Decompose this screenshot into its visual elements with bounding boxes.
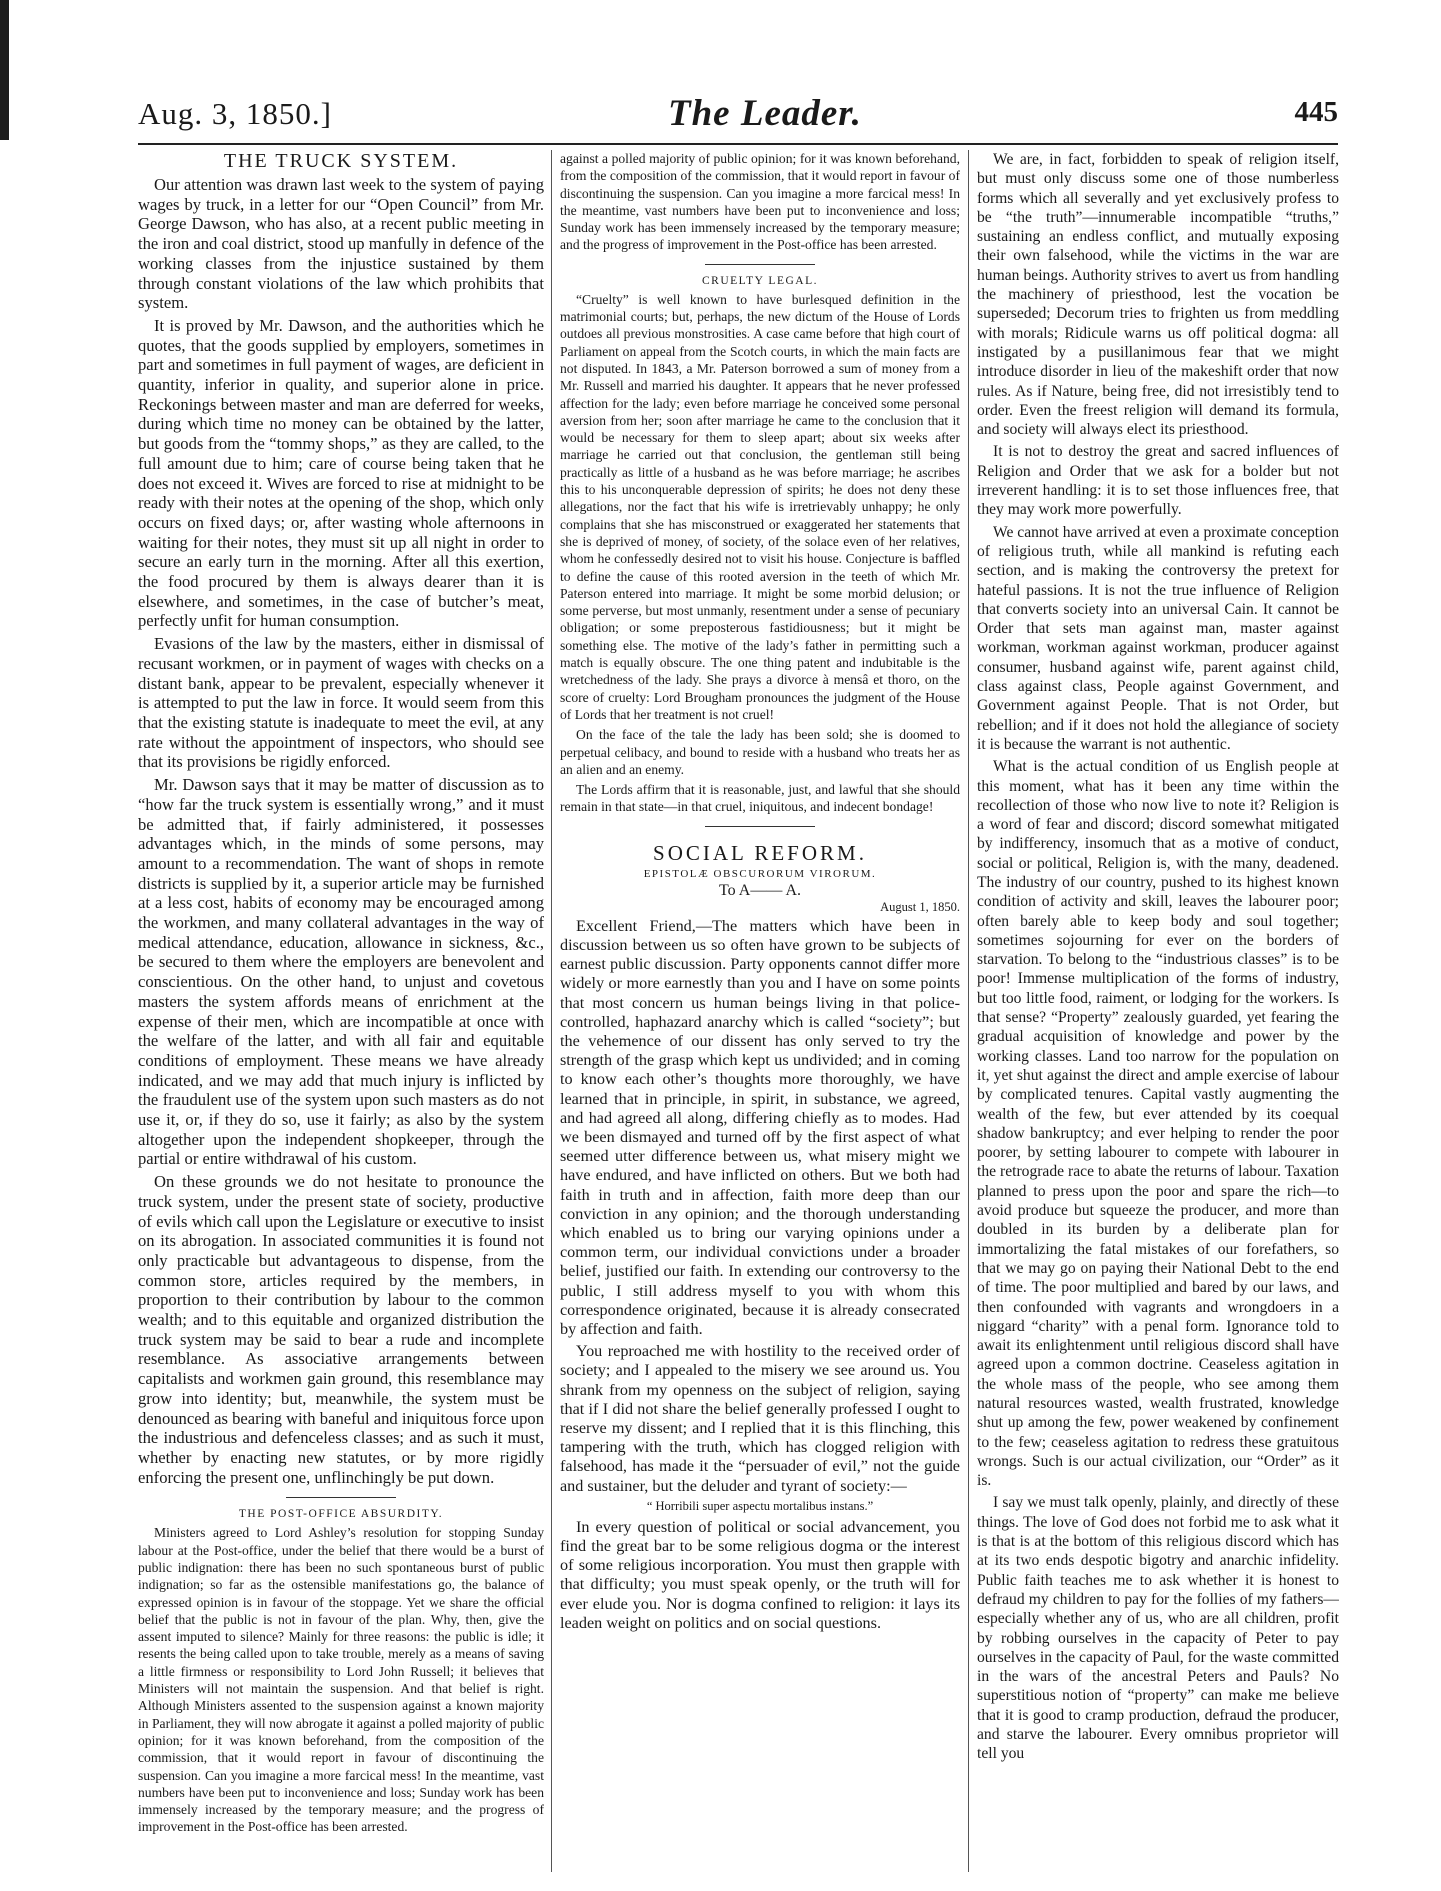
social-reform-body bbox=[560, 917, 960, 1496]
issue-date: Aug. 3, 1850.] bbox=[138, 96, 332, 131]
column-3 bbox=[977, 150, 1339, 1872]
column-divider bbox=[551, 150, 552, 1872]
newspaper-title: The Leader. bbox=[668, 93, 862, 134]
post-office-continued bbox=[560, 150, 960, 254]
paragraph: We are, in fact, forbidden to speak of religion itself, but must only discuss some one of those numberless forms which all severally and yet exclusively profess to be “the truth”—innumerable incompatible “truths,” sustaining an endless conflict, and mutually exposing their own falsehood, while the victims in the war are human beings. Authority strives to avert us from handling the machinery of priesthood, lest the vocation be superseded; Decorum tries to frighten us from meddling with morals; Ridicule warns us off political dogma: all instigated by a pusillanimous fear that we might introduce disorder in lieu of the makeshift order that now rules. As if Nature, being free, did not irresistibly tend to order. Even the freest religion will demand its formula, and society will always elect its priesthood. bbox=[977, 151, 1339, 439]
letter-date: August 1, 1850. bbox=[880, 899, 960, 914]
paragraph: against a polled majority of public opinion; for it was known beforehand, from the composition of the commission, that it would report in favour of discontinuing the suspension. Can you imagine a more farcical mess! In the meantime, vast numbers have been put to inconvenience and loss; Sunday work has been immensely increased by the temporary measure; and the progress of improvement in the Post-office has been arrested. bbox=[560, 151, 960, 253]
section-rule bbox=[286, 1497, 396, 1498]
paragraph: “Cruelty” is well known to have burlesqued definition in the matrimonial courts; but, perhaps, the new dictum of the House of Lords outdoes all previous monstrosities. A case came before that high court of Parliament on appeal from the Scotch courts, in which the main facts are not disputed. In 1843, a Mr. Paterson borrowed a sum of money from a Mr. Russell and married his daughter. It appears that he never professed affection for the lady; even before marriage he conceived some personal aversion from her; soon after marriage he came to the conclusion that it would be necessary for them to sleep apart; about six weeks after marriage he carried out that conclusion, the gentleman still being practically as little of a husband as he was before marriage; he ascribes this to his unconquerable depression of spirits; he does not deny these allegations, nor the fact that his wife is irretrievably unhappy; he only complains that she has misconstrued or exaggerated her statements that she is deprived of money, of society, of the solace even of her relatives, whom he confessedly desired not to visit his house. Conjecture is baffled to define the cause of this rooted aversion in the teeth of which Mr. Paterson entered into marriage. It might be some morbid delusion; or some perverse, but most unmanly, resentment under a sense of pecuniary obligation; or some preposterous fastidiousness; but it might be something else. The motive of the lady’s father in permitting such a match is equally obscure. The one thing patent and indubitable is the wretchedness of the lady. She prays a divorce à mensâ et thoro, on the score of cruelty: Lord Brougham pronounces the judgment of the House of Lords that her treatment is not cruel! bbox=[560, 291, 960, 722]
column-2-offset bbox=[560, 0, 960, 150]
paragraph: We cannot have arrived at even a proximate conception of religious truth, while all mankind is refuting each section, and is making the controversy the pretext for hateful passions. It is not the true influence of Religion that converts society into an universal Cain. It cannot be Order that sets man against man, master against workman, workman against workman, producer against consumer, husband against wife, parent against child, class against class, People against Government, and Government against People. That is not Order, but rebellion; and if it does not hold the allegiance of society it is because the warrant is not authentic. bbox=[977, 523, 1339, 753]
column-2-content bbox=[560, 150, 960, 1872]
article-subheading: EPISTOLÆ OBSCURORUM VIRORUM. bbox=[643, 867, 877, 880]
latin-quotation: “ Horribili super aspectu mortalibus instans.” bbox=[646, 1498, 874, 1513]
paragraph: The Lords affirm that it is reasonable, just, and lawful that she should remain in that state—in that cruel, iniquitous, and indecent bondage! bbox=[560, 782, 960, 815]
paragraph: Evasions of the law by the masters, either in dismissal of recusant workmen, or in payment of wages with checks on a distant bank, appear to be prevalent, especially whenever it is attempted to put the law in force. It would seem from this that the existing statute is inadequate to meet the evil, at any rate without the appointment of inspectors, who should see that its provisions be rigidly enforced. bbox=[138, 634, 544, 772]
paragraph: In every question of political or social advancement, you find the great bar to be some religious dogma or the interest of some religious incorporation. You must then grapple with that difficulty; you must speak openly, or the truth will for ever elude you. Nor is dogma confined to religion: it lays its leaden weight on politics and on social questions. bbox=[560, 1517, 960, 1632]
paragraph: It is proved by Mr. Dawson, and the authorities which he quotes, that the goods supplied by employers, sometimes in part and sometimes in full payment of wages, are deficient in quantity, inferior in quality, and superior alone in price. Reckonings between master and man are deferred for weeks, during which time no money can be obtained by the latter, but goods from the “tommy shops,” as they are called, to the full amount due to him; care of course being taken that he does not exceed it. Wives are forced to rise at midnight to be ready with their notes at the opening of the shop, which only occurs on fixed days; or, after wasting whole afternoons in waiting for their notes, they must sit up all night in order to secure an early turn in the morning. After all this exertion, the food procured by them is always dearer than it is elsewhere, and sometimes, in the case of butcher’s meat, perfectly unfit for human consumption. bbox=[138, 315, 544, 631]
cruelty-legal-body bbox=[560, 291, 960, 816]
paragraph: Our attention was drawn last week to the system of paying wages by truck, in a letter for our “Open Council” from Mr. George Dawson, who has also, at a recent public meeting in the iron and coal district, stood up manfully in defence of the working classes from the injustice sustained by them through constant violations of the law which prohibits that system. bbox=[138, 175, 544, 313]
truck-system-body bbox=[138, 175, 544, 1487]
column-1 bbox=[138, 150, 544, 1872]
paragraph: It is not to destroy the great and sacred influences of Religion and Order that we ask for a bolder but not irreverent handling: it is to set those influences free, that they may work more powerfully. bbox=[977, 443, 1339, 519]
salutation: To A—— A. bbox=[719, 881, 801, 899]
binding-edge bbox=[0, 0, 9, 140]
paragraph: Mr. Dawson says that it may be matter of discussion as to “how far the truck system is essentially wrong,” and it must be admitted that, if fairly administered, it possesses advantages which, in the minds of some persons, may amount to a recommendation. The want of shops in remote districts is supplied by it, a superior article may be furnished at a less cost, habits of economy may be encouraged among the workmen, and many collateral advantages in the way of medical attendance, education, allowance in sickness, &c., be secured to them where the employers are benevolent and conscientious. On the other hand, to unjust and covetous masters the system affords means of enrichment at the expense of their men, which are incompatible at once with the welfare of the latter, and with all fair and equitable conditions of employment. These means we have already indicated, and we may add that much injury is inflicted by the fraudulent use of the system upon such masters as do not use it, or, if they do so, use it fairly; as also by the system altogether upon the independent shopkeeper, through the partial or entire withdrawal of his custom. bbox=[138, 775, 544, 1169]
paragraph: On these grounds we do not hesitate to pronounce the truck system, under the present state of society, productive of evils which call upon the Legislature or executive to insist on its abrogation. In associated communities it is found not only practicable but advantageous to dispense, from the common store, articles required by the members, in proportion to their contribution by labour to the common wealth; and to this equitable and organized distribution the truck system may be said to bear a rude and incomplete resemblance. As associative arrangements between capitalists and workmen gain ground, this resemblance may grow into identity; but, meanwhile, the system must be denounced as bearing with baneful and iniquitous force upon the industrious and defenceless classes; and as such it must, whether by enacting new statutes, or by more rigidly enforcing the present one, unflinchingly be put down. bbox=[138, 1172, 544, 1487]
column-divider bbox=[968, 150, 969, 1872]
article-heading-cruelty-legal: CRUELTY LEGAL. bbox=[702, 274, 818, 287]
paragraph: What is the actual condition of us English people at this moment, what has it been any time within the recollection of those who now live to note it? Religion is a word of fear and discord; discord somewhat mitigated by indifferency, insomuch that as a motive of conduct, social or political, Religion is, with the many, deadened. The industry of our country, pushed to its highest known condition of activity and skill, leaves the labourer poor; often barely able to keep body and soul together; sometimes sojourning for ever on the borders of starvation. To belong to the “industrious classes” is to be poor! Immense multiplication of the forms of industry, but too little food, raiment, or lodging for the workers. Is that sense? “Property” zealously guarded, yet fearing the gradual acquisition of knowledge and power by the working classes. Land too narrow for the population on it, yet shut against the direct and ample exercise of labour by complicated tenures. Capital vastly augmenting the wealth of the few, but ever attended by its coequal shadow bankruptcy; and ever helping to render the poor poorer, by setting labourer to compete with labourer in the retrograde race to abate the returns of labour. Taxation planned to press upon the poor and spare the rich—to avoid produce but squeeze the producer, and more than doubled in its burden by a deliberate plan for immortalizing the fatal mistakes of our forefathers, so that we may go on paying their National Debt to the end of time. The poor multiplied and bared by our laws, and then confounded with vagrants and wrongdoers in a niggard “charity” with a penal form. Ignorance told to await its enlightenment until religious discord shall have agreed upon a common doctrine. Ceaseless agitation in the whole mass of the people, who see among them natural resources wasted, wealth frustrated, knowledge shut up among the few, power weakened by confinement to the few; ceaseless agitation to redress these gratuitous wrongs. Such is our actual civilization, our “Order” as it is. bbox=[977, 758, 1339, 1490]
paragraph: Ministers agreed to Lord Ashley’s resolution for stopping Sunday labour at the Post-office, under the belief that there would be a burst of public indignation: there has been no such spontaneous burst of public indignation; so far as the ostensible manifestations go, the balance of expressed opinion is in favour of the stoppage. Yet we share the official belief that the public is not in favour of the plan. Why, then, give the assent imputed to silence? Mainly for three reasons: the public is idle; it resents the being called upon to take trouble, merely as a means of saving a little firmness or responsibility to Lord John Russell; it believes that Ministers will not maintain the suspension. And that belief is right. Although Ministers assented to the suspension against a known majority in Parliament, they will now abrogate it against a polled majority of public opinion; for it was known beforehand, from the composition of the commission, that it would report in favour of discontinuing the suspension. Can you imagine a more farcical mess! In the meantime, vast numbers have been put to inconvenience and loss; Sunday work has been immensely increased by the temporary measure; and the progress of improvement in the Post-office has been arrested. bbox=[138, 1525, 544, 1835]
article-heading-post-office: THE POST-OFFICE ABSURDITY. bbox=[238, 1508, 444, 1521]
social-reform-continued bbox=[977, 150, 1339, 1764]
article-heading-truck-system: THE TRUCK SYSTEM. bbox=[223, 150, 459, 172]
section-rule bbox=[705, 826, 815, 827]
paragraph: On the face of the tale the lady has been sold; she is doomed to perpetual celibacy, and bound to reside with a husband who treats her as an alien and an enemy. bbox=[560, 727, 960, 777]
article-heading-social-reform: SOCIAL REFORM. bbox=[653, 840, 867, 865]
paragraph: I say we must talk openly, plainly, and directly of these things. The love of God does not forbid me to ask what it is that is at the bottom of this religious discord which has at its two ends despotic bigotry and anarchic infidelity. Public faith teaches me to ask whether it is honest to defraud my children to pay for the follies of my fathers—especially whether any of us, who are all children, profit by robbing ourselves in the capacity of Peter to pay ourselves in the capacity of Paul, for the waste committed in the wars of the ancestral Peters and Pauls? No superstitious notion of “property” can make me believe that it is good to cramp production, defraud the producer, and starve the labourer. Every omnibus proprietor will tell you bbox=[977, 1494, 1339, 1763]
paragraph: Excellent Friend,—The matters which have been in discussion between us so often have grown to be subjects of earnest public discussion. Party opponents cannot differ more widely or more earnestly than you and I have on some points that most concern us human beings living in that police-controlled, haphazard anarchy which is called “society”; but the vehemence of our dissent has only served to try the strength of the grasp which kept us undivided; and in coming to know each other’s thoughts more thoroughly, we have learned that in principle, in spirit, in substance, we agreed, and had agreed all along, differing chiefly as to modes. Had we been dismayed and turned off by the first aspect of what seemed utter difference between us, what misery might we have endured, and have inflicted on others. But we both had faith in truth and in affection, faith more deep than our conviction in any opinion; and the thorough understanding which enabled us to bring our varying opinions under a common term, our individual convictions under a broader belief, justified our faith. In extending our controversy to the public, I still address myself to you with whom this correspondence originated, because it is already consecrated by affection and faith. bbox=[560, 916, 960, 1338]
social-reform-body-2 bbox=[560, 1518, 960, 1633]
page-number: 445 bbox=[1294, 96, 1338, 128]
paragraph: You reproached me with hostility to the received order of society; and I appealed to the misery we see around us. You shrank from my openness on the subject of religion, saying that if I did not share the belief generally professed I ought to reserve my dissent; and I replied that it is this flinching, this tampering with the truth, which has clogged religion with falsehood, has made it the “persuader of evil,” not the guide and sustainer, but the deluder and tyrant of society:— bbox=[560, 1342, 960, 1495]
post-office-body bbox=[138, 1524, 544, 1835]
section-rule bbox=[705, 264, 815, 265]
